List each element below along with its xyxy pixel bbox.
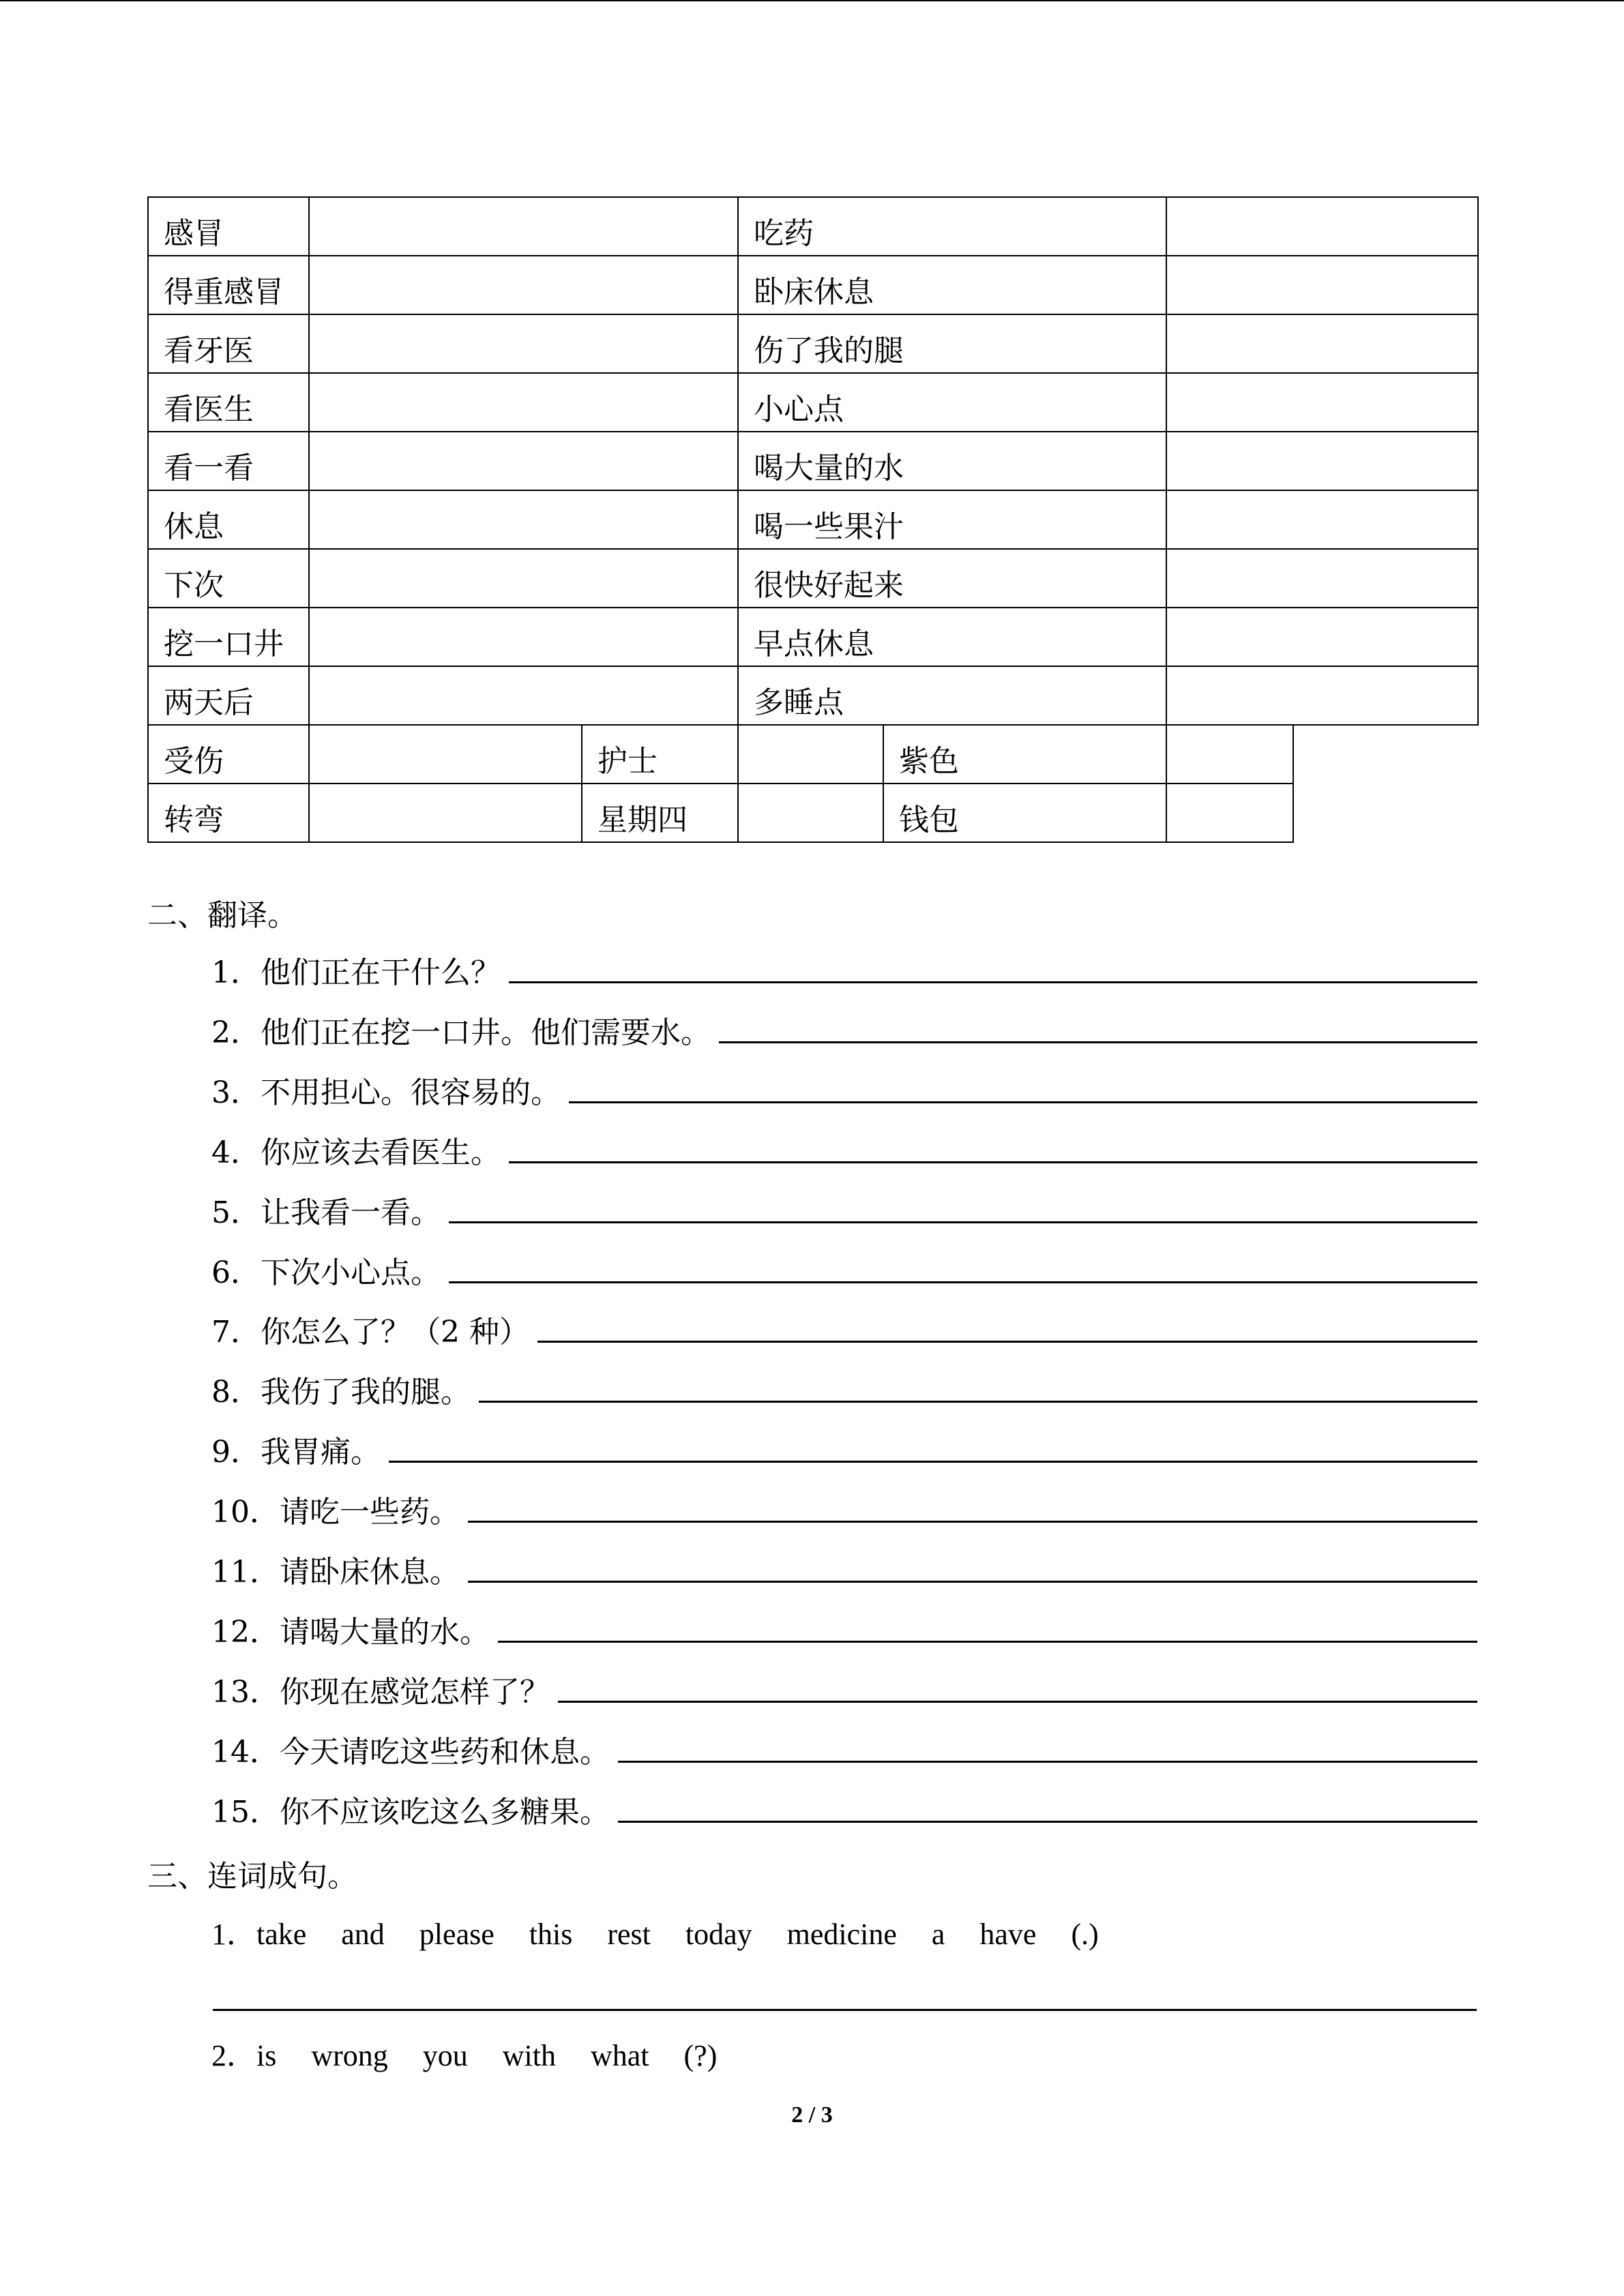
answer-line[interactable] [468,1521,1477,1523]
vocab-answer-cell[interactable] [309,256,738,314]
vocabulary-table [147,196,1479,843]
vocab-answer-cell[interactable] [1166,432,1478,490]
answer-line[interactable] [509,1161,1477,1163]
vocab-row [148,490,1478,549]
answer-line[interactable] [558,1701,1477,1703]
section-2-title: 二、翻译。 [147,898,297,933]
translation-item [211,1430,1477,1471]
vocab-row [148,725,1478,784]
translation-prompt: 8．我伤了我的腿。 [211,1375,471,1410]
answer-line[interactable] [509,981,1477,983]
vocab-row [148,256,1478,314]
translation-prompt: 15．你不应该吃这么多糖果。 [211,1794,610,1830]
translation-prompt: 2．他们正在挖一口井。他们需要水。 [211,1015,711,1050]
answer-line[interactable] [719,1041,1477,1043]
vocab-answer-cell[interactable] [1166,549,1478,608]
vocab-answer-cell[interactable] [309,549,738,608]
vocab-term: 得重感冒 [148,256,309,314]
reorder-sentence-2: 2．is wrong you with what (?) [211,2039,718,2072]
translation-prompt: 6．下次小心点。 [211,1255,441,1290]
vocab-term: 护士 [582,725,738,784]
vocab-answer-cell[interactable] [1166,784,1293,842]
vocab-term: 多睡点 [738,666,1166,725]
answer-line[interactable] [618,1761,1477,1763]
vocab-term: 休息 [148,490,309,549]
vocab-term: 喝大量的水 [738,432,1166,490]
vocab-answer-cell[interactable] [309,314,738,373]
translation-item [211,1370,1477,1411]
vocab-answer-cell[interactable] [1166,608,1478,666]
section-3-title: 三、连词成句。 [147,1859,357,1894]
translation-prompt: 4．你应该去看医生。 [211,1135,501,1170]
vocab-answer-cell[interactable] [738,725,883,784]
translation-item [211,1730,1477,1771]
vocab-answer-cell[interactable] [309,197,738,256]
vocab-answer-cell[interactable] [309,432,738,490]
answer-line[interactable] [537,1341,1477,1343]
vocab-answer-cell[interactable] [1166,666,1478,725]
translation-prompt: 14．今天请吃这些药和休息。 [211,1734,610,1770]
vocab-answer-cell[interactable] [309,490,738,549]
vocab-answer-cell[interactable] [309,725,582,784]
translation-prompt: 10．请吃一些药。 [211,1495,460,1530]
vocab-answer-cell[interactable] [309,373,738,432]
vocab-term: 看医生 [148,373,309,432]
answer-line[interactable] [468,1581,1477,1583]
vocab-answer-cell[interactable] [1166,197,1478,256]
vocab-term: 早点休息 [738,608,1166,666]
translation-prompt: 11．请卧床休息。 [211,1555,460,1590]
translation-prompt: 3．不用担心。很容易的。 [211,1075,561,1110]
answer-line[interactable] [389,1461,1477,1463]
answer-line[interactable] [449,1221,1477,1223]
vocab-term: 星期四 [582,784,738,842]
vocab-answer-cell[interactable] [1166,373,1478,432]
translation-item [211,1011,1477,1052]
vocab-row [148,373,1478,432]
vocab-term: 看一看 [148,432,309,490]
translation-item [211,1490,1477,1531]
vocab-answer-cell[interactable] [738,784,883,842]
vocab-answer-cell[interactable] [309,608,738,666]
vocab-term: 紫色 [883,725,1166,784]
vocab-term: 卧床休息 [738,256,1166,314]
vocab-term: 小心点 [738,373,1166,432]
vocab-answer-cell[interactable] [309,784,582,842]
translation-prompt: 5．让我看一看。 [211,1195,441,1230]
translation-prompt: 13．你现在感觉怎样了？ [211,1674,550,1710]
vocab-row [148,784,1478,842]
vocab-term: 很快好起来 [738,549,1166,608]
vocab-term: 伤了我的腿 [738,314,1166,373]
answer-line-reorder-1[interactable] [213,2009,1477,2011]
vocab-answer-cell[interactable] [1166,256,1478,314]
vocab-row [148,197,1478,256]
answer-line[interactable] [569,1101,1477,1103]
vocab-term: 受伤 [148,725,309,784]
vocab-term: 下次 [148,549,309,608]
translation-item [211,1790,1477,1831]
answer-line[interactable] [479,1401,1477,1403]
translation-item [211,1071,1477,1112]
vocab-answer-cell[interactable] [309,666,738,725]
vocab-row [148,314,1478,373]
vocab-answer-cell[interactable] [1166,490,1478,549]
vocab-term: 两天后 [148,666,309,725]
vocab-row [148,666,1478,725]
translation-item [211,1670,1477,1711]
translation-item [211,1131,1477,1172]
vocab-answer-cell[interactable] [1166,725,1293,784]
vocab-row [148,608,1478,666]
translation-item [211,1310,1477,1351]
translation-item [211,951,1477,992]
answer-line[interactable] [449,1281,1477,1283]
translation-item [211,1251,1477,1292]
reorder-sentence-1: 1．take and please this rest today medicine a have (.) [211,1918,1099,1951]
translation-item [211,1610,1477,1651]
translation-item [211,1191,1477,1232]
translation-prompt: 9．我胃痛。 [211,1435,381,1470]
vocab-row [148,432,1478,490]
vocab-term: 挖一口井 [148,608,309,666]
page-number: 2 / 3 [791,2102,833,2128]
vocab-term: 转弯 [148,784,309,842]
translation-prompt: 12．请喝大量的水。 [211,1614,490,1650]
vocab-term: 看牙医 [148,314,309,373]
answer-line[interactable] [618,1821,1477,1823]
vocab-term: 喝一些果汁 [738,490,1166,549]
vocab-term: 感冒 [148,197,309,256]
translation-prompt: 1．他们正在干什么？ [211,955,501,990]
vocab-answer-cell[interactable] [1166,314,1478,373]
vocab-term: 吃药 [738,197,1166,256]
vocab-term: 钱包 [883,784,1166,842]
vocab-row [148,549,1478,608]
translation-prompt: 7．你怎么了？（2 种） [211,1315,529,1350]
translation-item [211,1550,1477,1591]
answer-line[interactable] [498,1641,1477,1643]
